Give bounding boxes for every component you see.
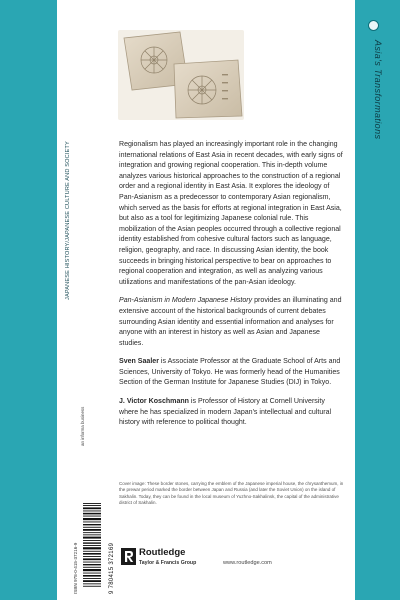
isbn-barcode <box>79 500 109 592</box>
publisher-name: Routledge <box>139 547 186 558</box>
cover-photo-border-stones <box>118 30 244 120</box>
series-title: Asia's Transformations <box>373 40 383 140</box>
left-spine-band <box>0 0 57 600</box>
description-paragraph-1: Regionalism has played an increasingly important role in the changing international relations of East Asia in recent decades, with early signs of integration and growing regional cooperation. This in-depth volume analyzes various historical approaches to the construction of a regional order and a regional identity in East Asia. It explores the ideology of Pan-Asianism as a predecessor to contemporary Asian regionalism, which served as the basis for efforts at regional integration in East Asia, but also as a tool for legitimizing Japanese colonial rule. This mobilization of the Asian peoples occurred through a collective regional identity established from cohesive cultural factors such as language, religion, geography, and race. In discussing Asian identity, the book succeeds in bringing historical perspective to bear on approaches to regional cooperation and integration, as well as analyzing various utilizations and manifestations of the pan-Asian ideology. <box>119 141 343 286</box>
subject-category-text: JAPANESE HISTORY/JAPANESE CULTURE AND SOCIETY <box>65 141 71 300</box>
publisher-group: Taylor & Francis Group <box>139 560 197 566</box>
series-badge-icon <box>368 20 379 31</box>
isbn-number-vertical: ISBN 978-0-415-37216-9 <box>73 542 78 594</box>
author-name: J. Victor Koschmann <box>119 398 189 406</box>
back-cover-description <box>119 140 345 437</box>
cover-image-caption: Cover image: These border stones, carrying the emblem of the Japanese imperial house, the chrysanthemum, in the prewar period marked the border between Japan and Russia (and later the Soviet Union) on the island of Sakhalin. Today, they can be found in the local museum of Yuzhno-Sakhalinsk, the capital of the administrative district of Sakhalin. <box>119 481 344 506</box>
description-paragraph-2-text: provides an illuminating and extensive account of the historical backgrounds of current debates surrounding Asian identity and essential information and analyses for anyone with an interest in history as well as Asian and Japanese studies. <box>119 297 342 347</box>
author-bio-text: is Professor of History at Cornell University where he has specialized in modern Japan's intellectual and cultural history with reference to political thought. <box>119 398 332 427</box>
subject-category-vertical <box>65 141 71 300</box>
author-bio-1 <box>119 357 345 389</box>
book-title-italic: Pan-Asianism in Modern Japanese History <box>119 297 253 305</box>
author-bio-2 <box>119 397 345 429</box>
author-bio-text: is Associate Professor at the Graduate School of Arts and Sciences, University of Tokyo. He was formerly head of the Humanities Section of the German Institute for Japanese Studies (DIJ) in Tokyo. <box>119 358 341 387</box>
publisher-website[interactable]: www.routledge.com <box>223 560 272 566</box>
routledge-logo-icon <box>121 548 136 565</box>
description-paragraph-2 <box>119 296 345 349</box>
barcode-digits: 9 780415 372169 <box>109 542 115 594</box>
author-name: Sven Saaler <box>119 358 159 366</box>
informa-business-text: an informa business <box>80 406 85 446</box>
